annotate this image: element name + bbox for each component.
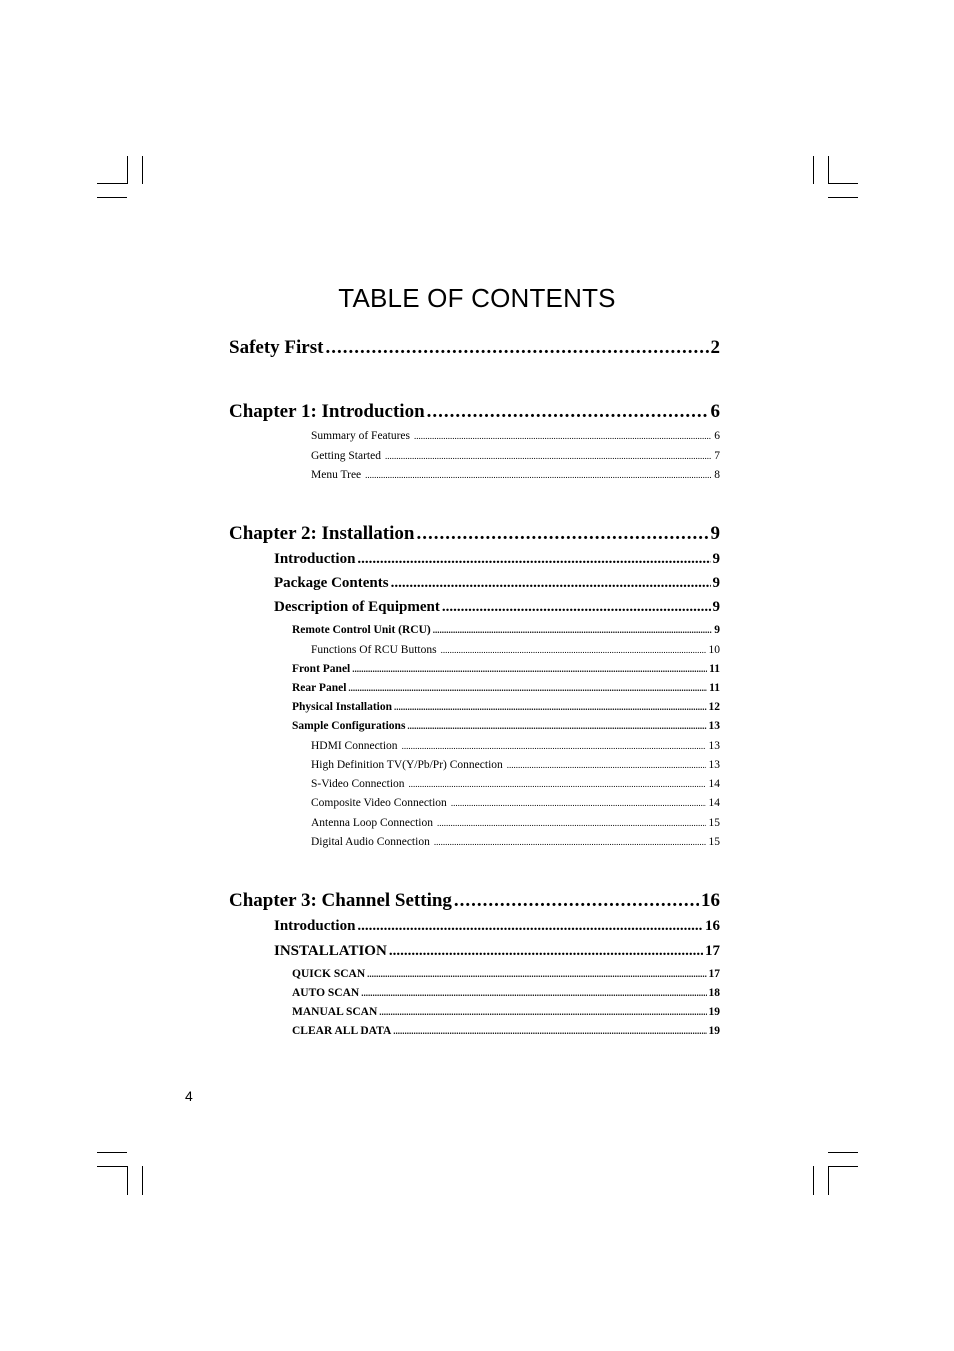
toc-entry-page: 12: [708, 701, 720, 713]
toc-leader-dots: [409, 779, 706, 789]
toc-entry[interactable]: [292, 968, 720, 984]
toc-leader-dots: [451, 798, 706, 808]
toc-entry-page: 11: [709, 682, 720, 694]
toc-entry-page: 19: [708, 1006, 720, 1018]
toc-entry-label: Sample Configurations: [292, 720, 406, 732]
toc-entry[interactable]: [274, 918, 720, 938]
toc-entry-page: 7: [714, 450, 720, 462]
toc-entry-label: Chapter 3: Channel Setting: [229, 890, 452, 911]
toc-entry-label: Chapter 1: Introduction: [229, 401, 425, 422]
toc-entry[interactable]: [274, 599, 720, 619]
toc-entry-page: 16: [705, 918, 720, 934]
toc-leader-dots: [379, 1007, 706, 1017]
toc-entry-label: QUICK SCAN: [292, 968, 366, 980]
toc-entry-page: 13: [708, 740, 720, 752]
toc-entry-page: 6: [714, 430, 720, 442]
toc-entry-label: Remote Control Unit (RCU): [292, 624, 431, 636]
toc-entry[interactable]: [292, 1025, 720, 1041]
toc-entry[interactable]: [274, 551, 720, 571]
toc-entry[interactable]: [311, 817, 720, 833]
toc-entry[interactable]: [292, 987, 720, 1003]
toc-leader-dots: [442, 599, 711, 616]
toc-entry-page: 10: [708, 644, 720, 656]
toc-leader-dots: [367, 969, 706, 979]
toc-entry[interactable]: [292, 701, 720, 717]
toc-leader-dots: [414, 431, 711, 441]
toc-leader-dots: [407, 721, 706, 731]
toc-entry-page: 15: [708, 817, 720, 829]
toc-entry[interactable]: [311, 644, 720, 660]
toc-leader-dots: [357, 551, 710, 568]
toc-leader-dots: [385, 451, 711, 461]
toc-entry-label: Antenna Loop Connection: [311, 817, 434, 829]
toc-entry[interactable]: [311, 778, 720, 794]
toc-leader-dots: [454, 890, 699, 912]
toc-entry-label: Summary of Features: [311, 430, 411, 442]
toc-entry-page: 2: [710, 337, 720, 358]
toc-entry-page: 15: [708, 836, 720, 848]
toc-leader-dots: [507, 760, 706, 770]
toc-leader-dots: [389, 943, 703, 960]
toc-leader-dots: [427, 401, 709, 423]
toc-leader-dots: [361, 988, 706, 998]
toc-leader-dots: [393, 1026, 706, 1036]
toc-leader-dots: [365, 470, 711, 480]
toc-entry-label: S-Video Connection: [311, 778, 405, 790]
toc-entry-label: Safety First: [229, 337, 324, 358]
toc-entry-page: 13: [708, 759, 720, 771]
toc-entry-label: Introduction: [274, 551, 356, 567]
toc-entry[interactable]: [311, 759, 720, 775]
toc-entry-page: 14: [708, 797, 720, 809]
toc-entry[interactable]: [292, 720, 720, 736]
toc-entry-label: Composite Video Connection: [311, 797, 447, 809]
toc-entry-label: Introduction: [274, 918, 356, 934]
toc-entry[interactable]: [311, 450, 720, 466]
toc-leader-dots: [357, 918, 703, 935]
toc-entry[interactable]: [292, 624, 720, 640]
toc-entry-label: MANUAL SCAN: [292, 1006, 378, 1018]
toc-entry[interactable]: [311, 430, 720, 446]
toc-leader-dots: [402, 741, 706, 751]
toc-entry-label: Description of Equipment: [274, 599, 440, 615]
toc-entry[interactable]: [274, 575, 720, 595]
toc-entry[interactable]: [274, 943, 720, 963]
toc-leader-dots: [391, 575, 711, 592]
toc-entry-label: Chapter 2: Installation: [229, 523, 415, 544]
toc-entry-page: 13: [708, 720, 720, 732]
toc-leader-dots: [433, 625, 713, 635]
toc-leader-dots: [325, 337, 708, 359]
toc-entry[interactable]: [229, 890, 720, 916]
toc-entry[interactable]: [311, 836, 720, 852]
toc-entry-page: 9: [714, 624, 720, 636]
toc-entry[interactable]: [311, 740, 720, 756]
toc-entry-label: Physical Installation: [292, 701, 393, 713]
toc-entry-page: 11: [709, 663, 720, 675]
toc-entry-page: 6: [710, 401, 720, 422]
toc-entry-page: 14: [708, 778, 720, 790]
toc-entry-label: AUTO SCAN: [292, 987, 360, 999]
toc-entry-page: 9: [710, 523, 720, 544]
toc-entry-label: Getting Started: [311, 450, 381, 462]
toc-leader-dots: [352, 664, 707, 674]
toc-entry-label: Menu Tree: [311, 469, 362, 481]
toc-entry-page: 18: [708, 987, 720, 999]
toc-entry[interactable]: [229, 401, 720, 427]
toc-entry[interactable]: [292, 663, 720, 679]
toc-entry-page: 8: [714, 469, 720, 481]
toc-leader-dots: [441, 645, 706, 655]
toc-leader-dots: [394, 702, 706, 712]
toc-entry-label: Functions Of RCU Buttons: [311, 644, 437, 656]
toc-entry[interactable]: [311, 469, 720, 485]
toc-entry-label: High Definition TV(Y/Pb/Pr) Connection: [311, 759, 503, 771]
toc-entry-page: 9: [712, 575, 720, 591]
toc-entry-page: 19: [708, 1025, 720, 1037]
toc-entry[interactable]: [292, 1006, 720, 1022]
toc-leader-dots: [348, 683, 707, 693]
toc-entry-page: 16: [701, 890, 720, 911]
page-number: 4: [185, 1088, 193, 1104]
toc-entry-page: 9: [712, 599, 720, 615]
toc-entry[interactable]: [229, 337, 720, 363]
toc-entry-label: Rear Panel: [292, 682, 347, 694]
toc-entry-page: 17: [708, 968, 720, 980]
toc-leader-dots: [434, 837, 706, 847]
toc-entry-label: CLEAR ALL DATA: [292, 1025, 392, 1037]
toc-entry-page: 9: [712, 551, 720, 567]
toc-entry-label: Package Contents: [274, 575, 389, 591]
toc-entry[interactable]: [292, 682, 720, 698]
toc-leader-dots: [416, 523, 708, 545]
toc-entry-label: Digital Audio Connection: [311, 836, 430, 848]
toc-entry[interactable]: [311, 797, 720, 813]
toc-entry-label: HDMI Connection: [311, 740, 398, 752]
toc-leader-dots: [437, 818, 705, 828]
toc-entry-label: INSTALLATION: [274, 943, 387, 959]
toc-entry-page: 17: [705, 943, 720, 959]
page-title: TABLE OF CONTENTS: [338, 283, 616, 313]
toc-entry[interactable]: [229, 523, 720, 549]
toc-entry-label: Front Panel: [292, 663, 351, 675]
